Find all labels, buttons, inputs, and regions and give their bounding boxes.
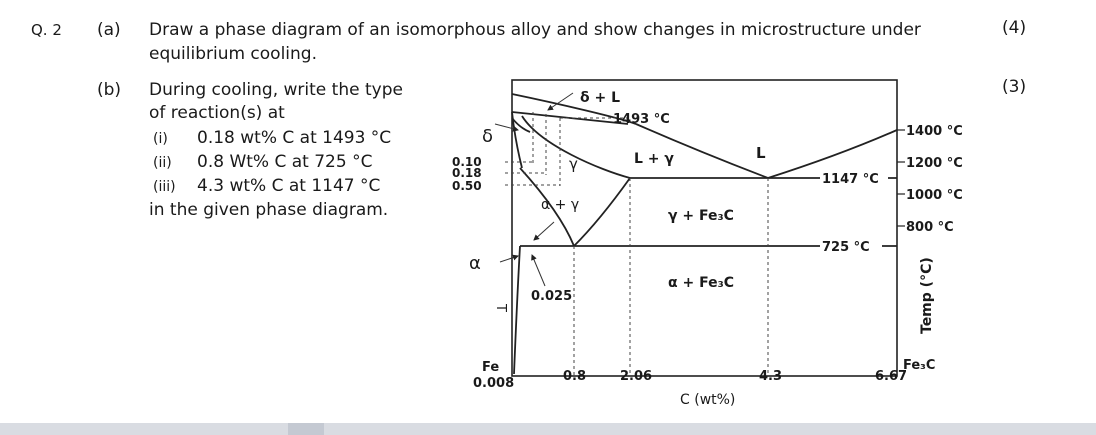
part-b-marks: (3) <box>1002 77 1027 97</box>
part-a-marks: (4) <box>1002 18 1027 38</box>
comp-08: 0.8 <box>563 369 587 384</box>
question-number: Q. 2 <box>31 21 62 39</box>
alpha-solvus <box>514 246 520 374</box>
part-a-line2: equilibrium cooling. <box>149 44 317 64</box>
fe-label: Fe <box>482 360 500 375</box>
alpha-gamma-arrow <box>534 222 554 240</box>
part-b-item-2-label: (ii) <box>153 155 172 171</box>
phase-delta-l: δ + L <box>580 90 621 106</box>
part-b-label: (b) <box>97 80 122 100</box>
phase-alpha-fe3c: α + Fe₃C <box>668 275 734 291</box>
phase-l-gamma: L + γ <box>634 151 674 167</box>
comp-050: 0.50 <box>452 179 482 193</box>
temp-725-label: 725 °C <box>822 240 870 255</box>
temp-1147-label: 1147 °C <box>822 172 879 187</box>
phase-delta: δ <box>482 126 494 147</box>
tick-label-1200: 1200 °C <box>906 156 963 171</box>
tick-label-800: 800 °C <box>906 220 954 235</box>
x-axis-label: C (wt%) <box>680 392 736 408</box>
part-b-line-last: in the given phase diagram. <box>149 200 389 220</box>
tick-label-1000: 1000 °C <box>906 188 963 203</box>
scrollbar-strip <box>0 423 1096 435</box>
t-label: T <box>493 304 508 312</box>
part-a-line1: Draw a phase diagram of an isomorphous alloy and show changes in microstructure under <box>149 20 921 40</box>
part-b-line1: During cooling, write the type <box>149 80 403 100</box>
tick-label-1400: 1400 °C <box>906 124 963 139</box>
scrollbar-thumb[interactable] <box>288 423 324 435</box>
diagram-frame <box>512 80 897 376</box>
part-b-item-1-text: 0.18 wt% C at 1493 °C <box>197 128 392 148</box>
y-axis-label: Temp (°C) <box>919 257 935 334</box>
comp-010: 0.10 <box>452 155 482 169</box>
phase-gamma: γ <box>569 155 578 173</box>
phase-gamma-fe3c: γ + Fe₃C <box>668 208 734 224</box>
comp-0025: 0.025 <box>531 289 573 304</box>
comp-0008: 0.008 <box>473 376 515 391</box>
part-b-item-2-text: 0.8 Wt% C at 725 °C <box>197 152 373 172</box>
part-b-line2: of reaction(s) at <box>149 103 285 123</box>
phase-alpha: α <box>469 253 481 274</box>
part-b-item-3-text: 4.3 wt% C at 1147 °C <box>197 176 381 196</box>
fe3c-label: Fe₃C <box>903 358 936 373</box>
comp-667: 6.67 <box>875 369 908 384</box>
part-b-item-1-label: (i) <box>153 131 168 147</box>
comp-018: 0.18 <box>452 166 482 180</box>
comp-43: 4.3 <box>759 369 783 384</box>
comp-206: 2.06 <box>620 369 653 384</box>
part-a-label: (a) <box>97 20 121 40</box>
temp-1493-label: 1493 °C <box>613 112 670 127</box>
comp-0025-arrow <box>532 255 545 286</box>
alpha-arrow <box>500 256 518 262</box>
phase-alpha-gamma: α + γ <box>541 197 580 213</box>
phase-l: L <box>756 144 766 162</box>
acm-line <box>574 178 630 246</box>
part-b-item-3-label: (iii) <box>153 179 176 195</box>
